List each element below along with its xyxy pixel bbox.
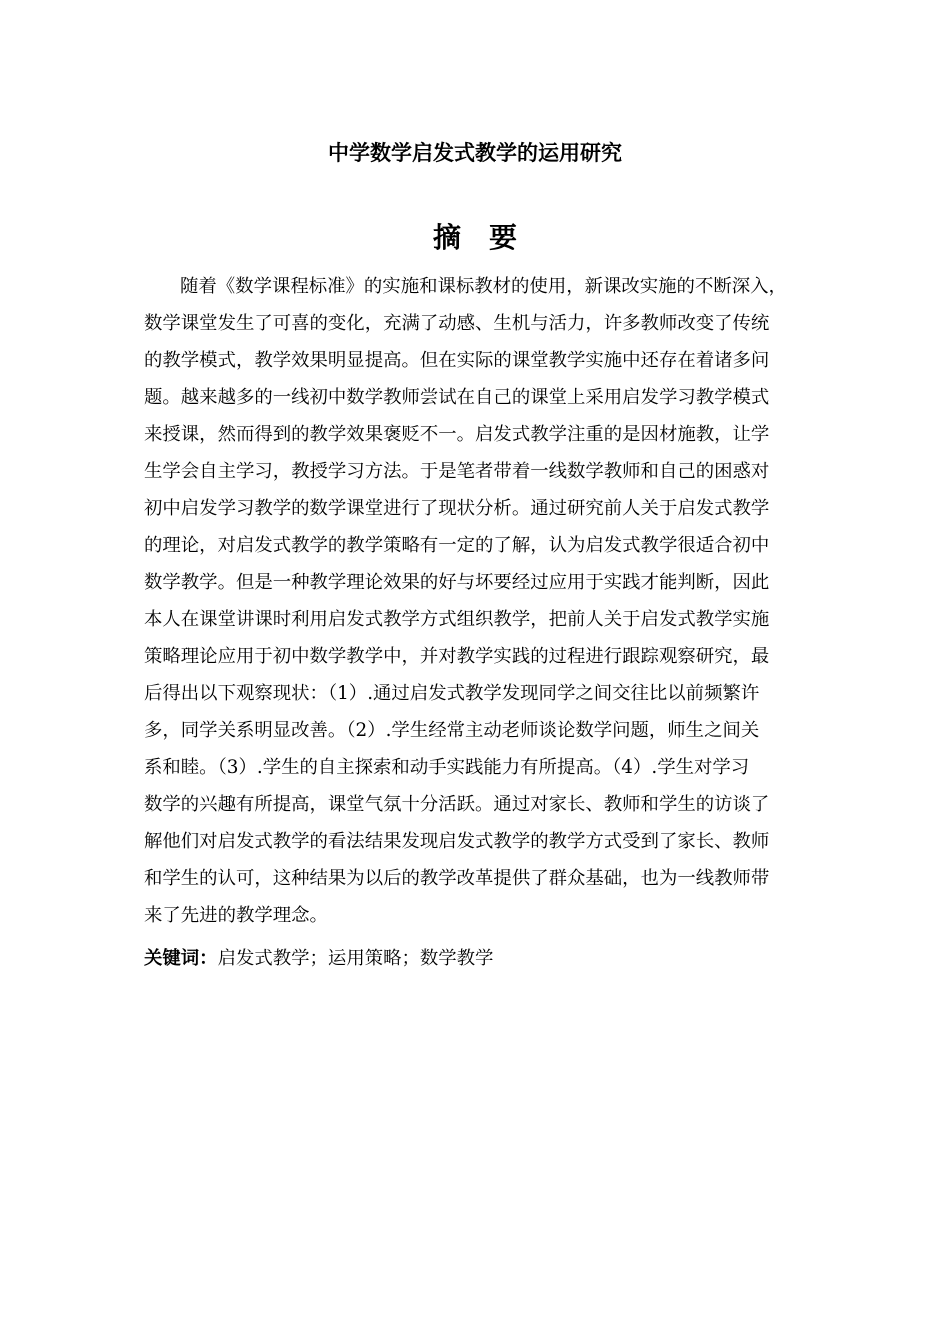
abstract-line: 本人在课堂讲课时利用启发式教学方式组织教学，把前人关于启发式教学实施 — [144, 609, 770, 630]
abstract-line: 随着《数学课程标准》的实施和课标教材的使用，新课改实施的不断深入， — [180, 276, 787, 297]
abstract-line: 和学生的认可，这种结果为以后的教学改革提供了群众基础，也为一线教师带 — [144, 868, 770, 889]
document-title: 中学数学启发式教学的运用研究 — [328, 141, 622, 165]
abstract-line: 解他们对启发式教学的看法结果发现启发式教学的教学方式受到了家长、教师 — [144, 831, 770, 852]
abstract-line: 多，同学关系明显改善。（2）.学生经常主动老师谈论数学问题，师生之间关 — [144, 720, 760, 741]
abstract-line: 策略理论应用于初中数学教学中，并对教学实践的过程进行跟踪观察研究，最 — [144, 646, 770, 667]
abstract-line: 的理论，对启发式教学的教学策略有一定的了解，认为启发式教学很适合初中 — [144, 535, 770, 556]
keywords-text: 启发式教学；运用策略；数学教学 — [217, 948, 494, 969]
abstract-body — [144, 268, 816, 934]
abstract-line: 来了先进的教学理念。 — [144, 905, 328, 926]
abstract-heading: 摘要 — [432, 221, 545, 254]
keywords-label: 关键词： — [144, 948, 218, 969]
abstract-line: 系和睦。（3）.学生的自主探索和动手实践能力有所提高。（4）.学生对学习 — [144, 757, 750, 778]
abstract-line: 数学课堂发生了可喜的变化，充满了动感、生机与活力，许多教师改变了传统 — [144, 313, 770, 334]
keywords-line — [144, 940, 816, 977]
abstract-line: 生学会自主学习，教授学习方法。于是笔者带着一线数学教师和自己的困惑对 — [144, 461, 770, 482]
abstract-line: 题。越来越多的一线初中数学教师尝试在自己的课堂上采用启发学习教学模式 — [144, 387, 770, 408]
abstract-line: 来授课，然而得到的教学效果褒贬不一。启发式教学注重的是因材施教，让学 — [144, 424, 770, 445]
abstract-line: 数学的兴趣有所提高，课堂气氛十分活跃。通过对家长、教师和学生的访谈了 — [144, 794, 770, 815]
abstract-line: 数学教学。但是一种教学理论效果的好与坏要经过应用于实践才能判断，因此 — [144, 572, 770, 593]
abstract-line: 的教学模式，教学效果明显提高。但在实际的课堂教学实施中还存在着诸多问 — [144, 350, 770, 371]
abstract-line: 初中启发学习教学的数学课堂进行了现状分析。通过研究前人关于启发式教学 — [144, 498, 770, 519]
abstract-line: 后得出以下观察现状：（1）.通过启发式教学发现同学之间交往比以前频繁许 — [144, 683, 760, 704]
